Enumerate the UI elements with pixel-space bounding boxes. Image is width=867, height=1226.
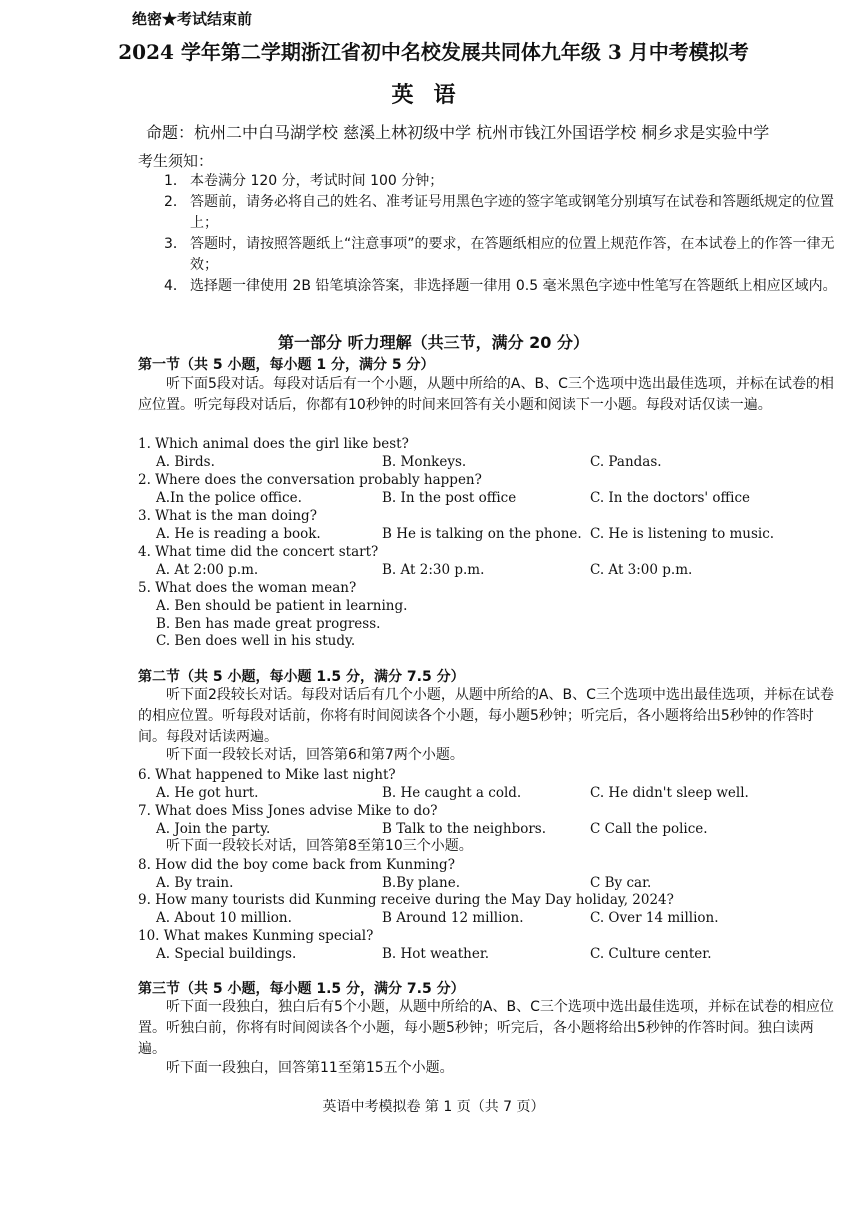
option-a: A. At 2:00 p.m. <box>156 562 259 578</box>
option-a: A. About 10 million. <box>156 910 292 926</box>
question-2: 2. Where does the conversation probably happen? <box>138 472 482 488</box>
option-b: B. At 2:30 p.m. <box>382 562 485 578</box>
option-b: B Around 12 million. <box>382 910 524 926</box>
option-b: B.By plane. <box>382 875 461 891</box>
question-6: 6. What happened to Mike last night? <box>138 767 396 783</box>
question-5: 5. What does the woman mean? <box>138 580 357 596</box>
option-a: A. He is reading a book. <box>156 526 321 542</box>
option-a: A. He got hurt. <box>156 785 259 801</box>
question-9: 9. How many tourists did Kunming receive during the May Day holiday, 2024? <box>138 892 674 908</box>
exam-title: 2024 学年第二学期浙江省初中名校发展共同体九年级 3 月中考模拟考 <box>118 40 749 64</box>
option-a: A. Ben should be patient in learning. <box>156 598 408 614</box>
option-c: C. He is listening to music. <box>590 526 775 542</box>
question-4: 4. What time did the concert start? <box>138 544 379 560</box>
option-a: A. Join the party. <box>156 821 271 837</box>
question-7: 7. What does Miss Jones advise Mike to do? <box>138 803 438 819</box>
option-a: A. By train. <box>156 875 234 891</box>
option-b: B He is talking on the phone. <box>382 526 582 542</box>
notice-item: 2． 答题前，请务必将自己的姓名、准考证号用黑色字迹的签字笔或钢笔分别填写在试卷和答题纸规定的位置上； <box>164 194 834 231</box>
section2-lead-1: 听下面一段较长对话，回答第6和第7两个小题。 <box>166 747 464 763</box>
part1-title: 第一部分 听力理解（共三节，满分 20 分） <box>278 333 589 352</box>
option-a: A. Birds. <box>156 454 215 470</box>
section3-instructions: 听下面一段独白，独白后有5个小题，从题中所给的A、B、C三个选项中选出最佳选项，并标在试卷的相应位置。听独白前，你将有时间阅读各个小题，每小题5秒钟；听完后，各小题将给出5秒钟的作答时间。独白读两遍。 <box>138 999 834 1057</box>
question-1: 1. Which animal does the girl like best? <box>138 436 409 452</box>
section2-lead-2: 听下面一段较长对话，回答第8至第10三个小题。 <box>166 838 473 854</box>
option-b: B. Hot weather. <box>382 946 490 962</box>
option-c: C. Ben does well in his study. <box>156 633 356 649</box>
option-c: C By car. <box>590 875 652 891</box>
notice-item: 4． 选择题一律使用 2B 铅笔填涂答案，非选择题一律用 0.5 毫米黑色字迹中性笔写在答题纸上相应区域内。 <box>164 278 837 294</box>
page-footer: 英语中考模拟卷 第 1 页（共 7 页） <box>322 1099 545 1115</box>
option-b: B. In the post office <box>382 490 517 506</box>
option-c: C. He didn't sleep well. <box>590 785 749 801</box>
option-c: C. At 3:00 p.m. <box>590 562 693 578</box>
option-c: C Call the police. <box>590 821 708 837</box>
section1-instructions: 听下面5段对话。每段对话后有一个小题，从题中所给的A、B、C三个选项中选出最佳选项，并标在试卷的相应位置。听完每段对话后，你都有10秒钟的时间来回答有关小题和阅读下一小题。每段对话仅读一遍。 <box>138 376 834 413</box>
notice-item: 1． 本卷满分 120 分，考试时间 100 分钟； <box>164 173 444 189</box>
question-10: 10. What makes Kunming special? <box>138 928 374 944</box>
notice-title: 考生须知： <box>138 152 214 170</box>
notice-item: 3． 答题时，请按照答题纸上“注意事项”的要求，在答题纸相应的位置上规范作答，在本试卷上的作答一律无效； <box>164 236 835 273</box>
option-b: B Talk to the neighbors. <box>382 821 547 837</box>
option-a: A. Special buildings. <box>156 946 297 962</box>
option-c: C. Over 14 million. <box>590 910 719 926</box>
authors-line: 命题：杭州二中白马湖学校 慈溪上林初级中学 杭州市钱江外国语学校 桐乡求是实验中学 <box>146 123 770 142</box>
subject-title: 英语 <box>391 82 476 108</box>
section2-instructions: 听下面2段较长对话。每段对话后有几个小题，从题中所给的A、B、C三个选项中选出最佳选项，并标在试卷的相应位置。听每段对话前，你将有时间阅读各个小题，每小题5秒钟；听完后，各小题将给出5秒钟的作答时间。每段对话读两遍。 <box>138 687 834 745</box>
question-8: 8. How did the boy come back from Kunming? <box>138 857 455 873</box>
option-a: A.In the police office. <box>156 490 302 506</box>
question-3: 3. What is the man doing? <box>138 508 317 524</box>
option-c: C. Culture center. <box>590 946 712 962</box>
option-c: C. Pandas. <box>590 454 662 470</box>
section3-title: 第三节（共 5 小题，每小题 1.5 分，满分 7.5 分） <box>138 981 465 997</box>
option-b: B. He caught a cold. <box>382 785 522 801</box>
option-b: B. Ben has made great progress. <box>156 616 381 632</box>
section2-title: 第二节（共 5 小题，每小题 1.5 分，满分 7.5 分） <box>138 669 465 685</box>
sealed-notice: 绝密★考试结束前 <box>132 10 253 28</box>
section1-title: 第一节（共 5 小题，每小题 1 分，满分 5 分） <box>138 357 435 373</box>
section3-lead: 听下面一段独白，回答第11至第15五个小题。 <box>166 1060 454 1076</box>
option-c: C. In the doctors' office <box>590 490 751 506</box>
option-b: B. Monkeys. <box>382 454 467 470</box>
